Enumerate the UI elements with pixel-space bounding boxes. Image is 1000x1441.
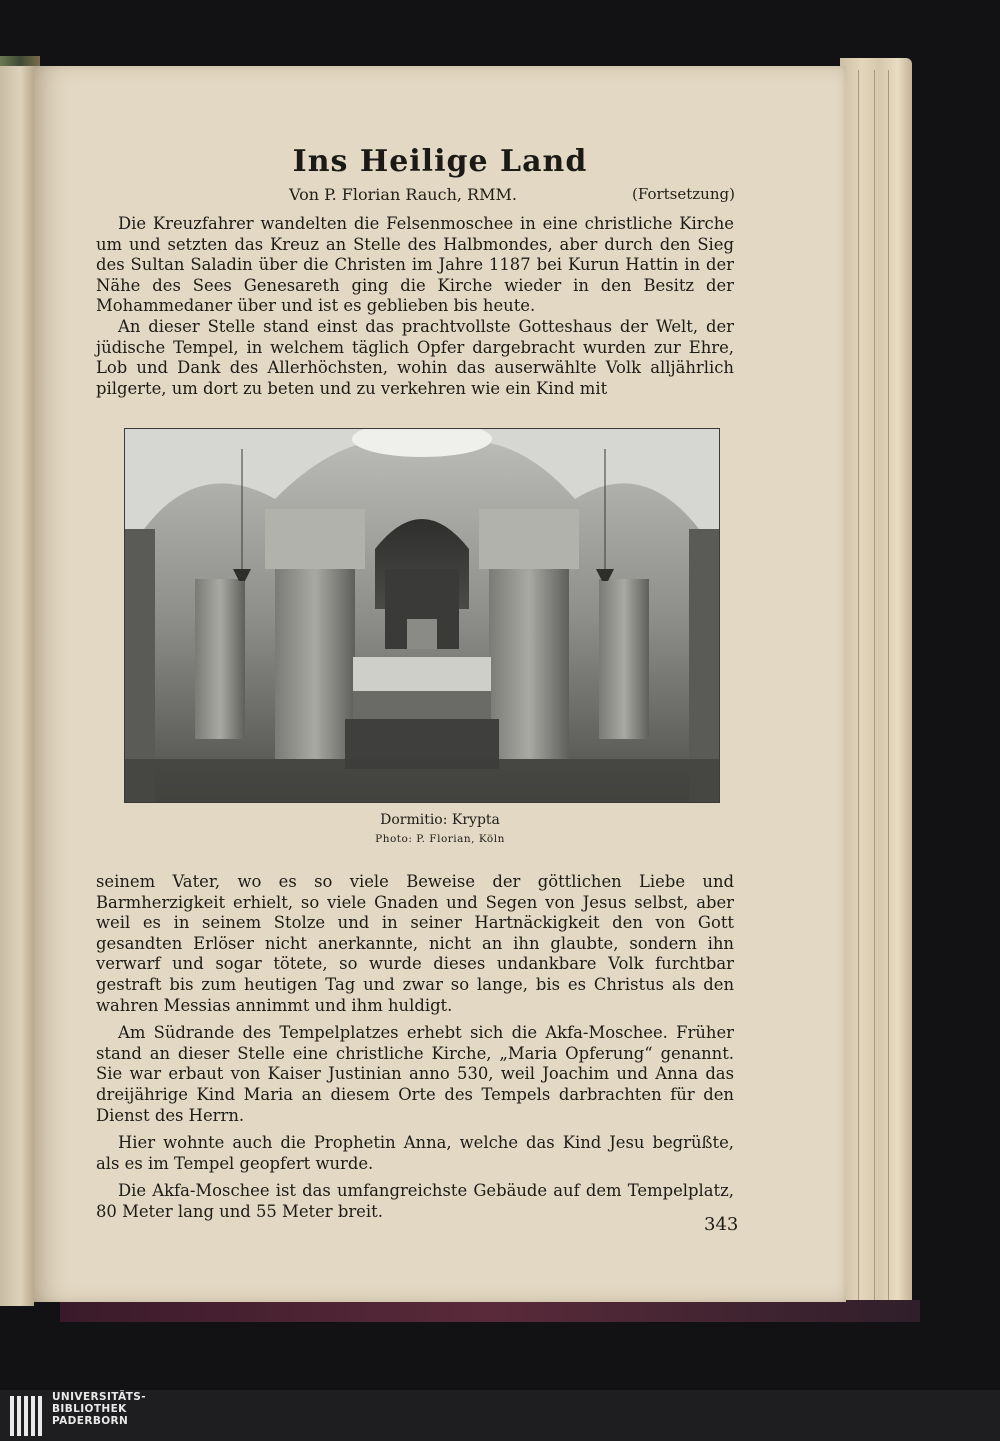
leaf-divider bbox=[874, 70, 875, 1300]
continued-note: (Fortsetzung) bbox=[632, 185, 735, 203]
book-cover-edge bbox=[60, 1300, 920, 1322]
paragraph: Hier wohnte auch die Prophetin Anna, welche das Kind Jesu begrüßte, als es im Tempel geopfert wurde. bbox=[96, 1133, 734, 1173]
photo-credit: Photo: P. Florian, Köln bbox=[375, 833, 505, 845]
page-stack-edge bbox=[840, 58, 912, 1314]
text-column-top bbox=[96, 214, 734, 399]
paragraph: An dieser Stelle stand einst das prachtvollste Gotteshaus der Welt, der jüdische Tempel, in welchem täglich Opfer dargebracht wurden zur Ehre, Lob und Dank des Allerhöchsten, wohin das auserwählte Volk alljährlich pilgerte, um dort zu beten und zu verkehren wie ein Kind mit bbox=[96, 316, 734, 398]
article-title: Ins Heilige Land bbox=[292, 144, 588, 179]
paragraph: Die Kreuzfahrer wandelten die Felsenmoschee in eine christliche Kirche um und setzten das Kreuz an Stelle des Halbmondes, aber durch den Sieg des Sultan Saladin über die Christen im Jahre 1187 bei Kurun Hattin in der Nähe des Sees Genesareth ging die Kirche wieder in den Besitz der Mohammedaner über und ist es geblieben bis heute. bbox=[96, 214, 734, 316]
library-name-line: BIBLIOTHEK bbox=[52, 1403, 127, 1415]
library-name-line: UNIVERSITÄTS- bbox=[52, 1391, 147, 1403]
library-footer bbox=[0, 1390, 1000, 1441]
leaf-divider bbox=[858, 70, 859, 1300]
photo-caption: Dormitio: Krypta bbox=[380, 812, 500, 828]
paragraph: Die Akfa-Moschee ist das umfangreichste Gebäude auf dem Tempelplatz, 80 Meter lang und 55 Meter breit. bbox=[96, 1181, 734, 1221]
left-page-edge bbox=[0, 66, 34, 1306]
article-byline: Von P. Florian Rauch, RMM. bbox=[289, 185, 517, 204]
library-logo-icon bbox=[10, 1394, 44, 1438]
paragraph: Am Südrande des Tempelplatzes erhebt sich die Akfa-Moschee. Früher stand an dieser Stelle eine christliche Kirche, „Maria Opferung“ genannt. Sie war erbaut von Kaiser Justinian anno 530, weil Joachim und Anna das dreijährige Kind Maria an diesem Orte des Tempels darbrachten für den Dienst des Herrn. bbox=[96, 1023, 734, 1125]
library-logo-text bbox=[52, 1391, 146, 1427]
text-column-bottom bbox=[96, 872, 734, 1223]
crypt-photo bbox=[124, 428, 720, 803]
page-number: 343 bbox=[704, 1214, 739, 1235]
leaf-divider bbox=[888, 70, 889, 1300]
paragraph: seinem Vater, wo es so viele Beweise der göttlichen Liebe und Barmherzigkeit erhielt, so viele Gnaden und Segen von Jesus selbst, aber weil es in seinem Stolze und in seiner Hartnäckigkeit den von Gott gesandten Erlöser nicht anerkannte, nicht an ihn glaubte, sondern ihn verwarf und sogar tötete, so wurde dieses undankbare Volk furchtbar gestraft bis zum heutigen Tag und zwar so lange, bis es Christus als den wahren Messias annimmt und ihm huldigt. bbox=[96, 872, 734, 1015]
book-page bbox=[34, 66, 846, 1302]
library-name-line: PADERBORN bbox=[52, 1415, 129, 1427]
